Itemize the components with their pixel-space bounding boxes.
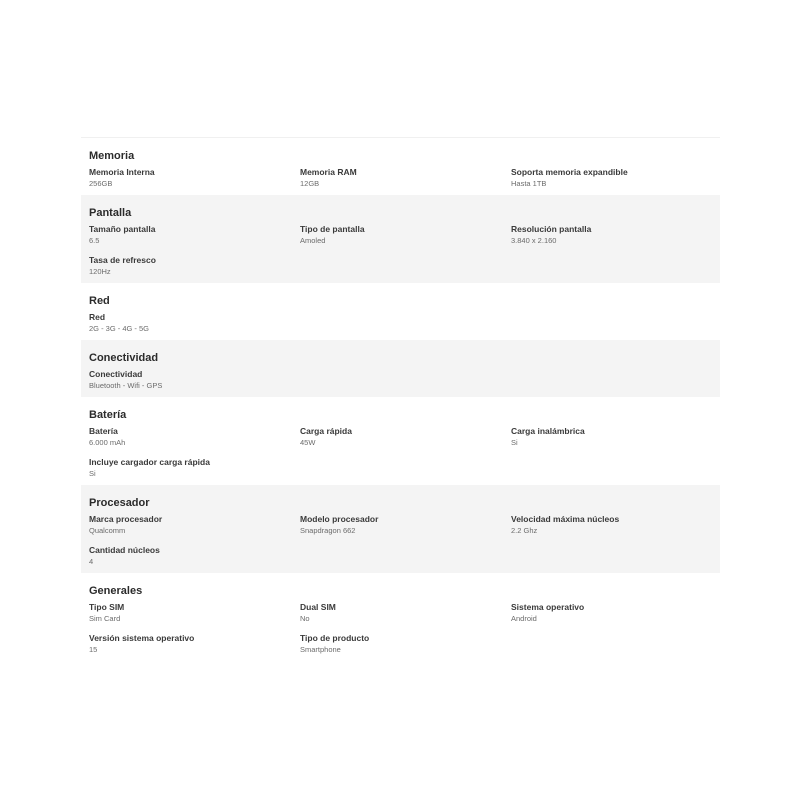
spec-grid	[89, 309, 712, 340]
spec-label: Tipo de pantalla	[300, 224, 365, 234]
section-generales	[81, 573, 720, 661]
spec-value: 120Hz	[89, 267, 111, 276]
spec-item	[300, 599, 511, 630]
spec-value: 256GB	[89, 179, 113, 188]
section-memoria	[81, 138, 720, 195]
spec-label: Modelo procesador	[300, 514, 379, 524]
spec-label: Memoria RAM	[300, 167, 357, 177]
spec-item	[89, 511, 300, 542]
spec-label: Incluye cargador carga rápida	[89, 457, 210, 467]
spec-label: Memoria Interna	[89, 167, 155, 177]
spec-label: Batería	[89, 426, 118, 436]
spec-value: Sim Card	[89, 614, 121, 623]
spec-item	[511, 423, 712, 454]
spec-value: 6.5	[89, 236, 100, 245]
spec-grid	[89, 511, 712, 573]
spec-label: Red	[89, 312, 106, 322]
spec-item	[300, 423, 511, 454]
section-title: Generales	[89, 585, 143, 597]
spec-item	[511, 511, 712, 542]
spec-item	[89, 630, 300, 661]
spec-label: Resolución pantalla	[511, 224, 592, 234]
spec-label: Conectividad	[89, 369, 143, 379]
spec-item	[511, 164, 712, 195]
spec-value: Si	[511, 438, 518, 447]
spec-label: Tipo de producto	[300, 633, 370, 643]
spec-item	[89, 423, 300, 454]
spec-item	[89, 164, 300, 195]
spec-item	[511, 221, 712, 252]
spec-value: Snapdragon 662	[300, 526, 356, 535]
section-title: Conectividad	[89, 352, 159, 364]
section-bateria	[81, 397, 720, 485]
spec-value: 6.000 mAh	[89, 438, 126, 447]
spec-item	[89, 366, 300, 397]
section-title: Pantalla	[89, 207, 132, 219]
spec-sheet	[81, 137, 720, 661]
spec-label: Tasa de refresco	[89, 255, 156, 265]
spec-value: 2G - 3G - 4G - 5G	[89, 324, 150, 333]
spec-value: 2.2 Ghz	[511, 526, 538, 535]
spec-item	[89, 542, 300, 573]
spec-item	[300, 164, 511, 195]
spec-value: Amoled	[300, 236, 326, 245]
spec-label: Velocidad máxima núcleos	[511, 514, 620, 524]
section-red	[81, 283, 720, 340]
spec-item	[89, 454, 300, 485]
section-title: Batería	[89, 409, 127, 421]
section-pantalla	[81, 195, 720, 283]
spec-item	[89, 221, 300, 252]
spec-label: Dual SIM	[300, 602, 336, 612]
spec-label: Soporta memoria expandible	[511, 167, 628, 177]
spec-item	[89, 599, 300, 630]
spec-label: Versión sistema operativo	[89, 633, 195, 643]
spec-grid	[89, 221, 712, 283]
spec-value: Smartphone	[300, 645, 341, 654]
spec-label: Tamaño pantalla	[89, 224, 156, 234]
spec-grid	[89, 423, 712, 485]
spec-item	[300, 630, 511, 661]
section-conectividad	[81, 340, 720, 397]
spec-label: Carga rápida	[300, 426, 352, 436]
spec-item	[300, 221, 511, 252]
section-title: Procesador	[89, 497, 150, 509]
spec-value: Android	[511, 614, 537, 623]
spec-value: 12GB	[300, 179, 320, 188]
spec-value: 45W	[300, 438, 316, 447]
spec-value: No	[300, 614, 310, 623]
spec-label: Cantidad núcleos	[89, 545, 160, 555]
spec-value: 15	[89, 645, 98, 654]
spec-item	[89, 309, 300, 340]
spec-value: 4	[89, 557, 94, 566]
spec-value: Hasta 1TB	[511, 179, 547, 188]
spec-label: Tipo SIM	[89, 602, 125, 612]
spec-value: Si	[89, 469, 96, 478]
spec-item	[511, 599, 712, 630]
spec-label: Marca procesador	[89, 514, 163, 524]
spec-label: Sistema operativo	[511, 602, 585, 612]
section-procesador	[81, 485, 720, 573]
spec-grid	[89, 599, 712, 661]
spec-value: Bluetooth - Wifi - GPS	[89, 381, 163, 390]
section-title: Memoria	[89, 150, 135, 162]
spec-grid	[89, 366, 712, 397]
spec-item	[300, 511, 511, 542]
spec-item	[89, 252, 300, 283]
spec-label: Carga inalámbrica	[511, 426, 585, 436]
spec-grid	[89, 164, 712, 195]
section-title: Red	[89, 295, 110, 307]
spec-value: 3.840 x 2.160	[511, 236, 557, 245]
spec-value: Qualcomm	[89, 526, 126, 535]
